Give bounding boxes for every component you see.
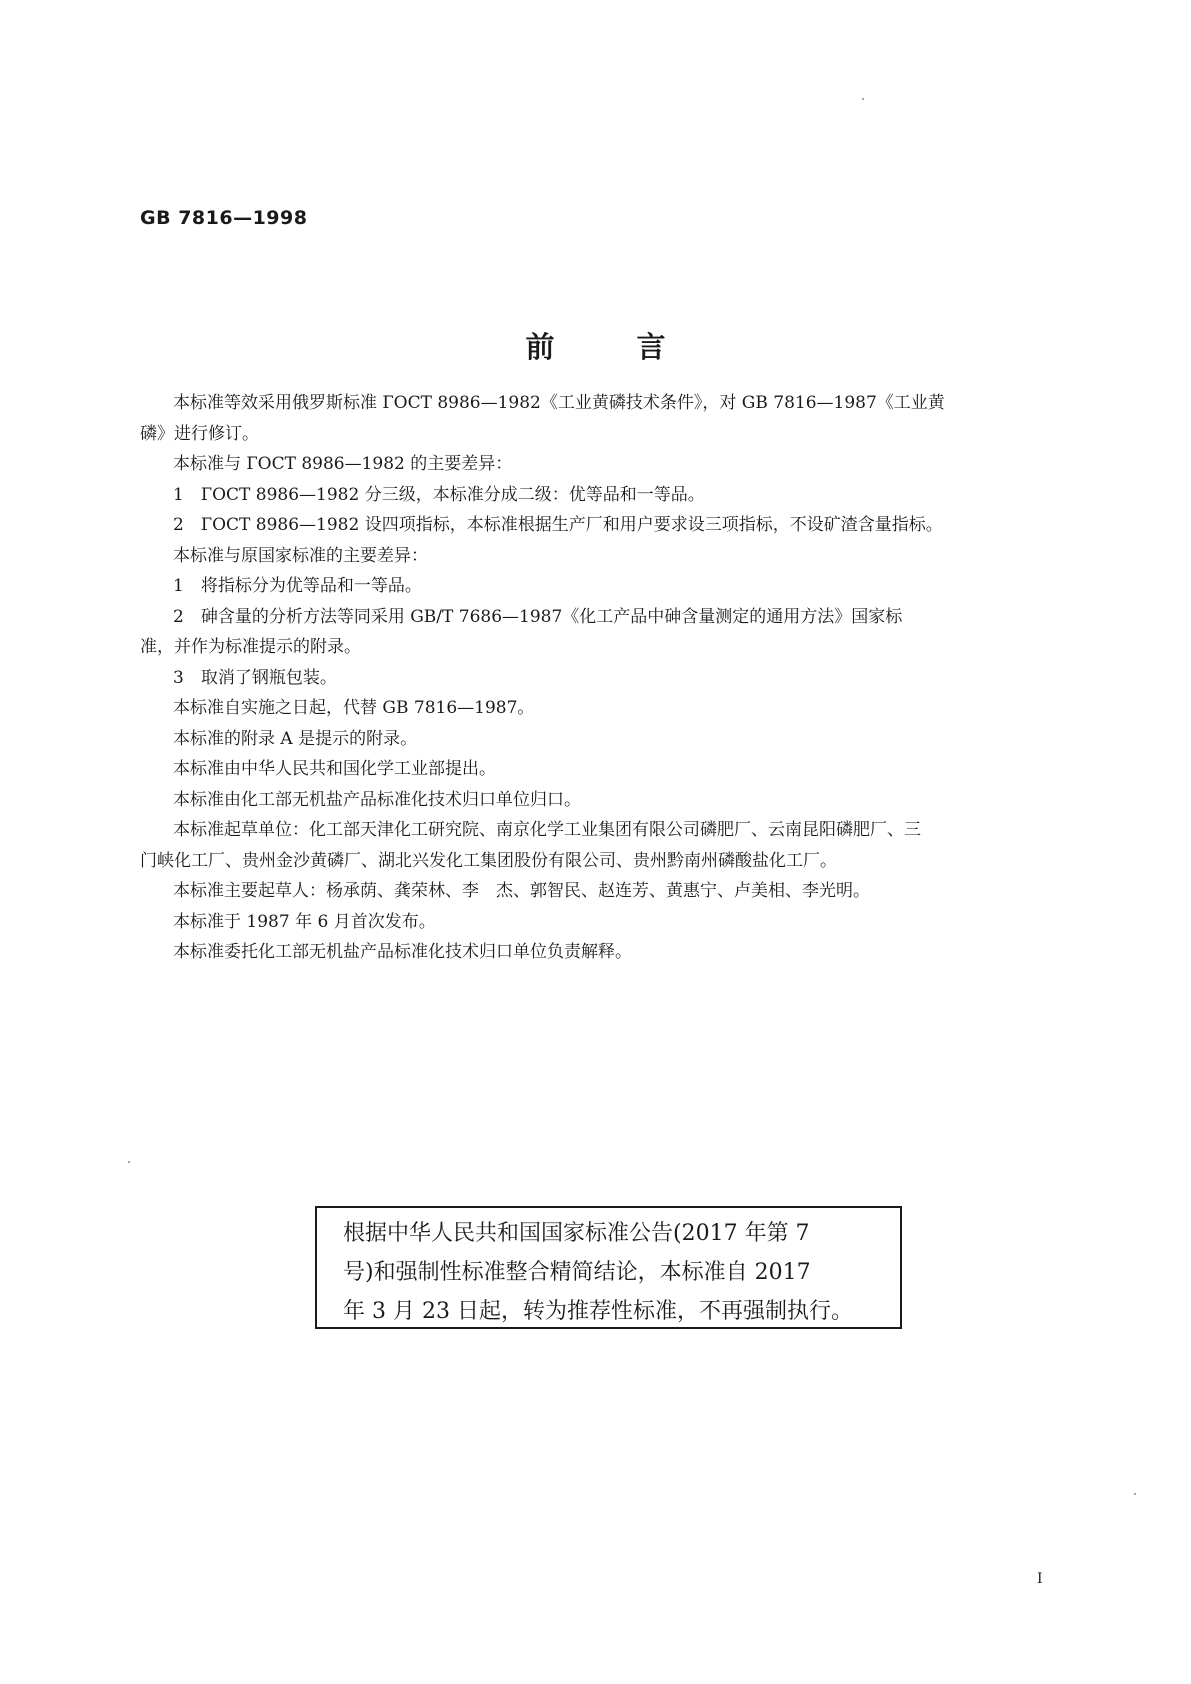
list-item-national-2-line-2: 准，并作为标准提示的附录。: [140, 637, 361, 657]
scan-speck: [1134, 1493, 1136, 1495]
notice-line-2: 号)和强制性标准整合精简结论，本标准自 2017: [343, 1260, 811, 1285]
paragraph-drafting-units-line-2: 门峡化工厂、贵州金沙黄磷厂、湖北兴发化工集团股份有限公司、贵州黔南州磷酸盐化工厂。: [140, 850, 837, 871]
paragraph-1-line-2: 磷》进行修订。: [140, 423, 259, 444]
paragraph-centralized-by: 本标准由化工部无机盐产品标准化技术归口单位归口。: [173, 789, 581, 810]
paragraph-2: 本标准与 ГОСТ 8986—1982 的主要差异：: [173, 454, 513, 474]
list-item-national-1: 1 将指标分为优等品和一等品。: [173, 576, 422, 596]
paragraph-drafting-units-line-1: 本标准起草单位：化工部天津化工研究院、南京化学工业集团有限公司磷肥厂、云南昆阳磷肥厂、三: [173, 820, 921, 840]
scan-speck: [128, 1161, 130, 1163]
notice-line-3: 年 3 月 23 日起，转为推荐性标准，不再强制执行。: [343, 1299, 853, 1324]
paragraph-first-issued: 本标准于 1987 年 6 月首次发布。: [173, 911, 436, 932]
paragraph-proposed-by: 本标准由中华人民共和国化学工业部提出。: [173, 759, 496, 779]
notice-line-1: 根据中华人民共和国国家标准公告(2017 年第 7: [343, 1221, 810, 1246]
paragraph-3: 本标准与原国家标准的主要差异：: [173, 545, 428, 566]
list-item-national-3: 3 取消了钢瓶包装。: [173, 667, 337, 688]
list-item-national-2-line-1: 2 砷含量的分析方法等同采用 GB/T 7686—1987《化工产品中砷含量测定的通用方法》国家标: [173, 606, 903, 627]
page-number: I: [1037, 1571, 1043, 1587]
scan-speck: [862, 98, 864, 100]
paragraph-replaces: 本标准自实施之日起，代替 GB 7816—1987。: [173, 698, 535, 718]
paragraph-interpretation: 本标准委托化工部无机盐产品标准化技术归口单位负责解释。: [173, 942, 632, 962]
paragraph-1-line-1: 本标准等效采用俄罗斯标准 ГОСТ 8986—1982《工业黄磷技术条件》，对 GB 7816—1987《工业黄: [173, 393, 945, 413]
paragraph-drafters: 本标准主要起草人：杨承荫、龚荣林、李 杰、郭智民、赵连芳、黄惠宁、卢美相、李光明。: [173, 881, 870, 901]
notice-box: [315, 1206, 902, 1329]
page-title: 前言: [525, 330, 748, 364]
list-item-gost-1: 1 ГОСТ 8986—1982 分三级，本标准分成二级：优等品和一等品。: [173, 484, 705, 505]
document-code: GB 7816—1998: [140, 207, 308, 229]
list-item-gost-2: 2 ГОСТ 8986—1982 设四项指标，本标准根据生产厂和用户要求设三项指标，不设矿渣含量指标。: [173, 515, 943, 535]
paragraph-appendix: 本标准的附录 A 是提示的附录。: [173, 728, 418, 749]
foreword-body: [140, 388, 1063, 968]
